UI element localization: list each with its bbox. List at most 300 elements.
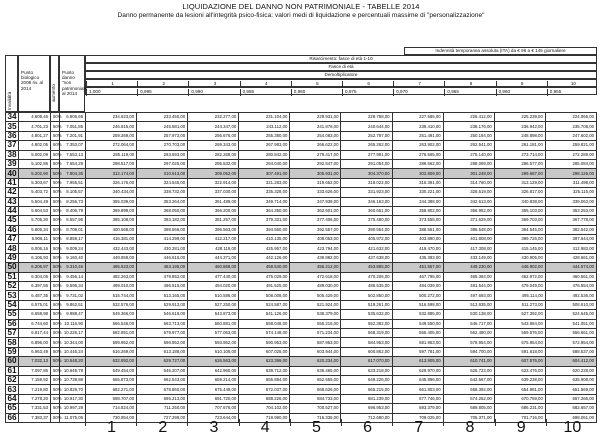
amount-cell: 675.449,00 bbox=[188, 385, 239, 394]
amount-cell: 313.129,00 bbox=[494, 178, 545, 187]
aumento-cell: 50% bbox=[51, 188, 60, 197]
footer-fascia-number: 4 bbox=[239, 419, 291, 426]
invalidity-percent-cell: 61 bbox=[7, 365, 17, 375]
amount-cell: 649.454,00 bbox=[86, 366, 137, 375]
amount-cell: 257.972,00 bbox=[137, 131, 188, 140]
punto-biologico-cell: 4.801,27 bbox=[19, 131, 51, 140]
amount-cell: 730.954,00 bbox=[86, 413, 137, 422]
invalidity-percent-cell: 40 bbox=[7, 168, 17, 178]
amount-cell: 701.716,00 bbox=[494, 413, 545, 422]
punto-danno-cell: 10.226,17 bbox=[60, 328, 86, 337]
amount-cell: 243.112,00 bbox=[239, 122, 290, 131]
amount-cell: 479.049,00 bbox=[494, 282, 545, 291]
aumento-cell: 50% bbox=[51, 263, 60, 272]
amount-cell: 272.064,00 bbox=[86, 141, 137, 150]
amount-cell: 696.953,00 bbox=[341, 404, 392, 413]
invalidity-percent-cell: 46 bbox=[7, 224, 17, 234]
amount-cell: 482.263,00 bbox=[86, 272, 137, 281]
amount-cell: 629.970,00 bbox=[392, 366, 443, 375]
amount-cell: 499.010,00 bbox=[86, 282, 137, 291]
amount-cell: 582.891,00 bbox=[86, 328, 137, 337]
amount-cell: 379.331,00 bbox=[239, 216, 290, 225]
coefficient-value: 0,990 bbox=[188, 89, 239, 96]
amount-cell: 295.532,00 bbox=[188, 159, 239, 168]
punto-danno-cell: 7.553,13 bbox=[60, 150, 86, 159]
amount-cell: 430.905,00 bbox=[494, 253, 545, 262]
invalidity-percent-cell: 37 bbox=[7, 140, 17, 150]
aumento-cell: 50% bbox=[51, 178, 60, 187]
amount-cell: 399.726,00 bbox=[494, 235, 545, 244]
amount-cell: 591.618,00 bbox=[494, 347, 545, 356]
amount-cell: 433.149,00 bbox=[443, 253, 494, 262]
amount-cell: 330.221,00 bbox=[392, 188, 443, 197]
amount-cell: 444.574,00 bbox=[545, 263, 596, 272]
amount-cell: 678.860,00 bbox=[137, 385, 188, 394]
amount-cell: 711.250,00 bbox=[137, 404, 188, 413]
punto-danno-cell: 7.955,51 bbox=[60, 178, 86, 187]
amount-cell: 508.008,00 bbox=[239, 291, 290, 300]
amount-cell: 228.758,00 bbox=[341, 113, 392, 122]
invalidity-percent-cell: 34 bbox=[7, 112, 17, 122]
footer-fascia-number: 7 bbox=[392, 419, 444, 426]
amount-cell: 232.277,00 bbox=[188, 113, 239, 122]
amount-cell: 231.104,00 bbox=[239, 113, 290, 122]
table-row bbox=[6, 357, 597, 366]
amount-cell: 460.561,00 bbox=[545, 272, 596, 281]
amount-cell: 373.555,00 bbox=[392, 216, 443, 225]
punto-biologico-cell: 5.604,53 bbox=[19, 206, 51, 215]
punto-biologico-cell: 6.817,44 bbox=[19, 328, 51, 337]
amount-cell: 298.126,00 bbox=[545, 169, 596, 178]
amount-cell: 681.239,00 bbox=[341, 394, 392, 403]
table-row bbox=[6, 282, 597, 291]
punto-biologico-cell: 4.609,46 bbox=[19, 113, 51, 122]
amount-cell: 513.935,00 bbox=[443, 300, 494, 309]
footer-fascia-number: 9 bbox=[495, 419, 547, 426]
aumento-cell: 50% bbox=[51, 375, 60, 384]
amount-cell: 254.083,00 bbox=[290, 131, 341, 140]
invalidity-percent-cell: 60 bbox=[7, 356, 17, 366]
amount-cell: 677.746,00 bbox=[392, 394, 443, 403]
punto-danno-cell: 7.353,07 bbox=[60, 141, 86, 150]
aumento-cell: 50% bbox=[51, 131, 60, 140]
amount-cell: 259.269,00 bbox=[86, 131, 137, 140]
amount-cell: 245.581,00 bbox=[137, 122, 188, 131]
amount-cell: 636.465,00 bbox=[290, 366, 341, 375]
amount-cell: 579.977,00 bbox=[137, 328, 188, 337]
amount-cell: 616.269,00 bbox=[86, 347, 137, 356]
amount-cell: 446.615,00 bbox=[137, 253, 188, 262]
table-row bbox=[6, 131, 597, 140]
punto-biologico-cell: 5.002,09 bbox=[19, 150, 51, 159]
amount-cell: 524.587,00 bbox=[239, 300, 290, 309]
amount-cell: 597.781,00 bbox=[392, 347, 443, 356]
aumento-cell: 50% bbox=[51, 197, 60, 206]
punto-danno-cell: 10.997,29 bbox=[60, 404, 86, 413]
aumento-cell: 50% bbox=[51, 394, 60, 403]
punto-danno-cell: 10.344,00 bbox=[60, 338, 86, 347]
aumento-cell: 50% bbox=[51, 169, 60, 178]
invalidity-percent-cell: 59 bbox=[7, 346, 17, 356]
punto-biologico-cell: 4.902,05 bbox=[19, 141, 51, 150]
amount-cell: 251.491,00 bbox=[392, 131, 443, 140]
punto-danno-cell: 7.201,91 bbox=[60, 131, 86, 140]
punto-danno-cell: 9.731,02 bbox=[60, 291, 86, 300]
amount-cell: 375.480,00 bbox=[341, 216, 392, 225]
itt-label: Indennità temporanea assoluta (ITA) da € 96 a € 145 giornaliere bbox=[435, 48, 566, 53]
amount-cell: 425.957,00 bbox=[239, 244, 290, 253]
amount-cell: 305.931,00 bbox=[290, 169, 341, 178]
amount-cell: 613.905,00 bbox=[392, 357, 443, 366]
invalidity-percent-cell: 57 bbox=[7, 328, 17, 338]
aumento-cell: 50% bbox=[51, 366, 60, 375]
punto-biologico-cell: 7.383,37 bbox=[19, 413, 51, 422]
amount-cell: 497.693,00 bbox=[443, 291, 494, 300]
amount-cell: 384.545,00 bbox=[494, 225, 545, 234]
footer-fasce-numbers bbox=[85, 418, 597, 436]
amount-cell: 318.022,00 bbox=[341, 178, 392, 187]
amount-cell: 494.020,00 bbox=[188, 282, 239, 291]
amount-cell: 267.983,00 bbox=[239, 141, 290, 150]
amount-cell: 516.598,00 bbox=[392, 300, 443, 309]
demoltiplicatore-header bbox=[85, 71, 597, 79]
amount-cell: 623.399,00 bbox=[239, 357, 290, 366]
amount-cell: 529.913,00 bbox=[137, 300, 188, 309]
amount-cell: 575.954,00 bbox=[494, 338, 545, 347]
amount-cell: 475.029,00 bbox=[239, 272, 290, 281]
aumento-cell: 50% bbox=[51, 122, 60, 131]
amount-cell: 289.562,00 bbox=[392, 159, 443, 168]
amount-cell: 451.557,00 bbox=[392, 263, 443, 272]
amount-cell: 225.239,00 bbox=[494, 113, 545, 122]
table-row bbox=[6, 206, 597, 215]
amount-cell: 356.952,00 bbox=[443, 206, 494, 215]
aumento-cell: 50% bbox=[51, 338, 60, 347]
amount-cell: 549.550,00 bbox=[392, 319, 443, 328]
amount-cell: 496.515,00 bbox=[137, 282, 188, 291]
amount-cell: 355.039,00 bbox=[86, 197, 137, 206]
amount-cell: 672.037,00 bbox=[239, 385, 290, 394]
punto-biologico-cell: 5.403,72 bbox=[19, 188, 51, 197]
amount-cell: 252.787,00 bbox=[341, 131, 392, 140]
amount-cell: 543.873,00 bbox=[188, 310, 239, 319]
invalidity-percent-cell: 51 bbox=[7, 271, 17, 281]
amount-cell: 333.626,00 bbox=[290, 188, 341, 197]
amount-cell: 259.821,00 bbox=[545, 141, 596, 150]
amount-cell: 311.498,00 bbox=[545, 178, 596, 187]
amount-cell: 607.025,00 bbox=[239, 347, 290, 356]
amount-cell: 277.991,00 bbox=[341, 150, 392, 159]
amount-cell: 439.882,00 bbox=[290, 253, 341, 262]
amount-cell: 229.931,00 bbox=[290, 113, 341, 122]
amount-cell: 400.568,00 bbox=[86, 225, 137, 234]
invalidity-percent-cell: 50 bbox=[7, 262, 17, 272]
amount-cell: 510.586,00 bbox=[188, 291, 239, 300]
amount-cell: 659.214,00 bbox=[188, 375, 239, 384]
table-row bbox=[6, 188, 597, 197]
punto-biologico-cell: 6.006,16 bbox=[19, 244, 51, 253]
footer-fascia-number: 3 bbox=[187, 419, 239, 426]
amount-cell: 347.938,00 bbox=[290, 197, 341, 206]
punto-danno-cell: 6.906,69 bbox=[60, 113, 86, 122]
amount-cell: 386.548,00 bbox=[443, 225, 494, 234]
amount-cell: 235.708,00 bbox=[545, 122, 596, 131]
fascia-number: 3 bbox=[188, 81, 240, 88]
table-row bbox=[6, 338, 597, 347]
aumento-cell: 50% bbox=[51, 404, 60, 413]
punto-danno-cell: 10.739,88 bbox=[60, 375, 86, 384]
amount-cell: 285.119,00 bbox=[86, 150, 137, 159]
amount-cell: 645.896,00 bbox=[392, 375, 443, 384]
amount-cell: 247.602,00 bbox=[545, 131, 596, 140]
fasce-label: Fasce di età bbox=[328, 64, 354, 69]
table-row bbox=[6, 347, 597, 356]
coefficient-value: 0,970 bbox=[393, 89, 444, 96]
amount-cell: 239.410,00 bbox=[392, 122, 443, 131]
table-row bbox=[6, 150, 597, 159]
amount-cell: 276.565,00 bbox=[392, 150, 443, 159]
page-subtitle: Danno permanente da lesioni all'integrità psico-fisica: valori medi di liquidazione e percentuali massime di "personalizzazione" bbox=[117, 12, 485, 19]
amount-cell: 642.960,00 bbox=[188, 366, 239, 375]
invalidity-percent-cell: 47 bbox=[7, 234, 17, 244]
fascia-number: 10 bbox=[547, 81, 599, 88]
punto-danno-cell: 10.116,90 bbox=[60, 319, 86, 328]
amount-cell: 584.953,00 bbox=[341, 338, 392, 347]
amount-cell: 396.563,00 bbox=[188, 225, 239, 234]
punto-biologico-cell: 7.159,92 bbox=[19, 375, 51, 384]
amount-cell: 577.063,00 bbox=[188, 328, 239, 337]
amount-cell: 546.619,00 bbox=[137, 310, 188, 319]
amount-cell: 453.885,00 bbox=[341, 263, 392, 272]
punto-danno-cell: 8.859,17 bbox=[60, 235, 86, 244]
amount-cell: 505.429,00 bbox=[290, 291, 341, 300]
punto-danno-cell: 8.406,79 bbox=[60, 206, 86, 215]
footer-fascia-number: 1 bbox=[85, 419, 137, 426]
aumento-cell: 50% bbox=[51, 300, 60, 309]
aumento-cell: 50% bbox=[51, 150, 60, 159]
amount-cell: 279.417,00 bbox=[290, 150, 341, 159]
amount-cell: 568.319,00 bbox=[341, 328, 392, 337]
amount-cell: 558.048,00 bbox=[239, 319, 290, 328]
amount-cell: 423.794,00 bbox=[290, 244, 341, 253]
amount-cell: 360.651,00 bbox=[341, 206, 392, 215]
amount-cell: 559.576,00 bbox=[494, 328, 545, 337]
amount-cell: 286.577,00 bbox=[494, 159, 545, 168]
amount-cell: 610.741,00 bbox=[443, 357, 494, 366]
amount-cell: 571.234,00 bbox=[290, 328, 341, 337]
fascia-number: 2 bbox=[137, 81, 189, 88]
punto-danno-cell: 8.708,01 bbox=[60, 225, 86, 234]
amount-cell: 651.569,00 bbox=[545, 385, 596, 394]
amount-cell: 412.217,00 bbox=[188, 235, 239, 244]
fascia-number: 7 bbox=[393, 81, 445, 88]
table-row bbox=[6, 141, 597, 150]
amount-cell: 587.953,00 bbox=[290, 338, 341, 347]
aumento-label: aumento bbox=[51, 84, 56, 102]
table-row bbox=[6, 235, 597, 244]
amount-cell: 635.908,00 bbox=[545, 375, 596, 384]
punto-danno-cell: 10.917,30 bbox=[60, 394, 86, 403]
coefficient-value: 0,955 bbox=[547, 89, 598, 96]
punto-biologico-cell: 6.896,00 bbox=[19, 338, 51, 347]
amount-cell: 477.440,00 bbox=[188, 272, 239, 281]
amount-cell: 492.536,00 bbox=[545, 291, 596, 300]
amount-cell: 639.238,00 bbox=[494, 375, 545, 384]
amount-cell: 435.393,00 bbox=[392, 253, 443, 262]
punto-biologico-cell: 6.106,93 bbox=[19, 253, 51, 262]
punto-danno-cell: 11.075,06 bbox=[60, 413, 86, 422]
punto-danno-cell: 7.804,35 bbox=[60, 169, 86, 178]
table-row bbox=[6, 385, 597, 394]
invalidity-percent-cell: 66 bbox=[7, 412, 17, 422]
amount-cell: 670.759,00 bbox=[494, 394, 545, 403]
amount-cell: 460.868,00 bbox=[188, 263, 239, 272]
amount-cell: 689.805,00 bbox=[443, 404, 494, 413]
amount-cell: 324.545,00 bbox=[137, 178, 188, 187]
amount-cell: 581.953,00 bbox=[392, 338, 443, 347]
amount-cell: 410.135,00 bbox=[239, 235, 290, 244]
amount-cell: 684.733,00 bbox=[290, 394, 341, 403]
amount-cell: 495.114,00 bbox=[494, 291, 545, 300]
amount-cell: 301.248,00 bbox=[443, 169, 494, 178]
amount-cell: 432.443,00 bbox=[86, 244, 137, 253]
amount-cell: 546.717,00 bbox=[443, 319, 494, 328]
amount-cell: 691.720,00 bbox=[188, 394, 239, 403]
amount-cell: 291.054,00 bbox=[341, 159, 392, 168]
amount-cell: 588.537,00 bbox=[545, 347, 596, 356]
coefficient-value: 0,960 bbox=[496, 89, 547, 96]
amount-cell: 465.384,00 bbox=[443, 272, 494, 281]
table-row bbox=[6, 253, 597, 262]
amount-cell: 707.676,00 bbox=[188, 404, 239, 413]
amount-cell: 358.802,00 bbox=[392, 206, 443, 215]
amount-cell: 316.391,00 bbox=[392, 178, 443, 187]
aumento-cell: 50% bbox=[51, 291, 60, 300]
punto-biologico-cell: 6.575,01 bbox=[19, 300, 51, 309]
punto-danno-cell: 8.557,95 bbox=[60, 216, 86, 225]
amount-cell: 599.952,00 bbox=[86, 338, 137, 347]
amount-cell: 302.809,00 bbox=[392, 169, 443, 178]
aumento-cell: 50% bbox=[51, 347, 60, 356]
amount-cell: 342.613,00 bbox=[443, 197, 494, 206]
coefficient-row bbox=[85, 87, 597, 95]
amount-cell: 337.030,00 bbox=[188, 188, 239, 197]
table-row bbox=[6, 375, 597, 384]
amount-cell: 682.657,00 bbox=[545, 404, 596, 413]
amount-cell: 446.902,00 bbox=[494, 263, 545, 272]
amount-cell: 472.618,00 bbox=[290, 272, 341, 281]
coefficient-value: 1,000 bbox=[86, 89, 137, 96]
amount-cell: 250.194,00 bbox=[443, 131, 494, 140]
amount-cell: 530.138,00 bbox=[443, 310, 494, 319]
aumento-cell: 50% bbox=[51, 244, 60, 253]
amount-cell: 238.176,00 bbox=[443, 122, 494, 131]
amount-cell: 421.632,00 bbox=[341, 244, 392, 253]
amount-cell: 307.491,00 bbox=[239, 169, 290, 178]
invalidity-percent-cell: 58 bbox=[7, 337, 17, 347]
punto-biologico-cell: 5.705,30 bbox=[19, 216, 51, 225]
amount-cell: 456.212,00 bbox=[290, 263, 341, 272]
amount-cell: 727.299,00 bbox=[137, 413, 188, 422]
amount-cell: 430.281,00 bbox=[137, 244, 188, 253]
amount-cell: 390.554,00 bbox=[341, 225, 392, 234]
table-row bbox=[6, 178, 597, 187]
amount-cell: 566.546,00 bbox=[86, 319, 137, 328]
amount-cell: 408.053,00 bbox=[290, 235, 341, 244]
amount-cell: 322.914,00 bbox=[188, 178, 239, 187]
amount-cell: 596.952,00 bbox=[137, 338, 188, 347]
punto-danno-cell: 7.051,85 bbox=[60, 122, 86, 131]
amount-cell: 532.885,00 bbox=[392, 310, 443, 319]
invalidity-percent-cell: 36 bbox=[7, 130, 17, 140]
amount-cell: 560.881,00 bbox=[188, 319, 239, 328]
amount-cell: 541.126,00 bbox=[239, 310, 290, 319]
amount-cell: 344.388,00 bbox=[392, 197, 443, 206]
amount-cell: 668.626,00 bbox=[290, 385, 341, 394]
amount-cell: 590.953,00 bbox=[239, 338, 290, 347]
amount-cell: 263.902,00 bbox=[392, 141, 443, 150]
punto-biologico-cell: 7.097,85 bbox=[19, 366, 51, 375]
amount-cell: 340.434,00 bbox=[86, 188, 137, 197]
punto-danno-cell: 10.646,78 bbox=[60, 366, 86, 375]
punto-danno-cell: 9.160,40 bbox=[60, 253, 86, 262]
aumento-cell: 50% bbox=[51, 272, 60, 281]
fascia-number: 4 bbox=[240, 81, 292, 88]
amount-cell: 511.273,00 bbox=[494, 300, 545, 309]
invalidity-percent-cell: 48 bbox=[7, 243, 17, 253]
amount-cell: 280.842,00 bbox=[239, 150, 290, 159]
footer-fascia-number: 2 bbox=[136, 419, 188, 426]
table-row bbox=[6, 216, 597, 225]
amount-cell: 682.271,00 bbox=[86, 385, 137, 394]
punto-biologico-cell: 6.963,49 bbox=[19, 347, 51, 356]
amount-cell: 508.610,00 bbox=[545, 300, 596, 309]
punto-danno-cell: 9.862,51 bbox=[60, 300, 86, 309]
amount-cell: 688.226,00 bbox=[239, 394, 290, 403]
punto-biologico-cell: 6.658,98 bbox=[19, 310, 51, 319]
amount-cell: 401.808,00 bbox=[443, 235, 494, 244]
amount-cell: 604.412,00 bbox=[545, 357, 596, 366]
amount-cell: 270.703,00 bbox=[137, 141, 188, 150]
amount-cell: 414.299,00 bbox=[137, 235, 188, 244]
amount-cell: 632.892,00 bbox=[86, 357, 137, 366]
amount-cell: 594.700,00 bbox=[443, 347, 494, 356]
invalidity-percent-cell: 39 bbox=[7, 159, 17, 169]
punto-danno-label: Punto danno "non patrimoniale" al 2014 bbox=[62, 70, 89, 96]
amount-cell: 310.613,00 bbox=[137, 169, 188, 178]
invalidity-percent-cell: 38 bbox=[7, 149, 17, 159]
amount-cell: 489.030,00 bbox=[290, 282, 341, 291]
amount-cell: 346.163,00 bbox=[341, 197, 392, 206]
aumento-cell: 50% bbox=[51, 328, 60, 337]
footer-fascia-number: 10 bbox=[546, 419, 598, 426]
coefficient-value: 0,975 bbox=[342, 89, 393, 96]
invalidity-percent-cell: 63 bbox=[7, 384, 17, 394]
amount-cell: 428.661,00 bbox=[545, 253, 596, 262]
punto-biologico-cell: 7.331,53 bbox=[19, 404, 51, 413]
invalidity-percent-cell: 55 bbox=[7, 309, 17, 319]
amount-cell: 416.381,00 bbox=[86, 235, 137, 244]
amount-cell: 283.693,00 bbox=[137, 150, 188, 159]
fascia-number: 6 bbox=[342, 81, 394, 88]
table-row bbox=[6, 328, 597, 337]
amount-cell: 377.406,00 bbox=[290, 216, 341, 225]
amount-cell: 686.231,00 bbox=[494, 404, 545, 413]
amount-cell: 369.899,00 bbox=[86, 206, 137, 215]
amount-cell: 234.623,00 bbox=[86, 113, 137, 122]
amount-cell: 658.392,00 bbox=[443, 385, 494, 394]
aumento-cell: 50% bbox=[51, 206, 60, 215]
